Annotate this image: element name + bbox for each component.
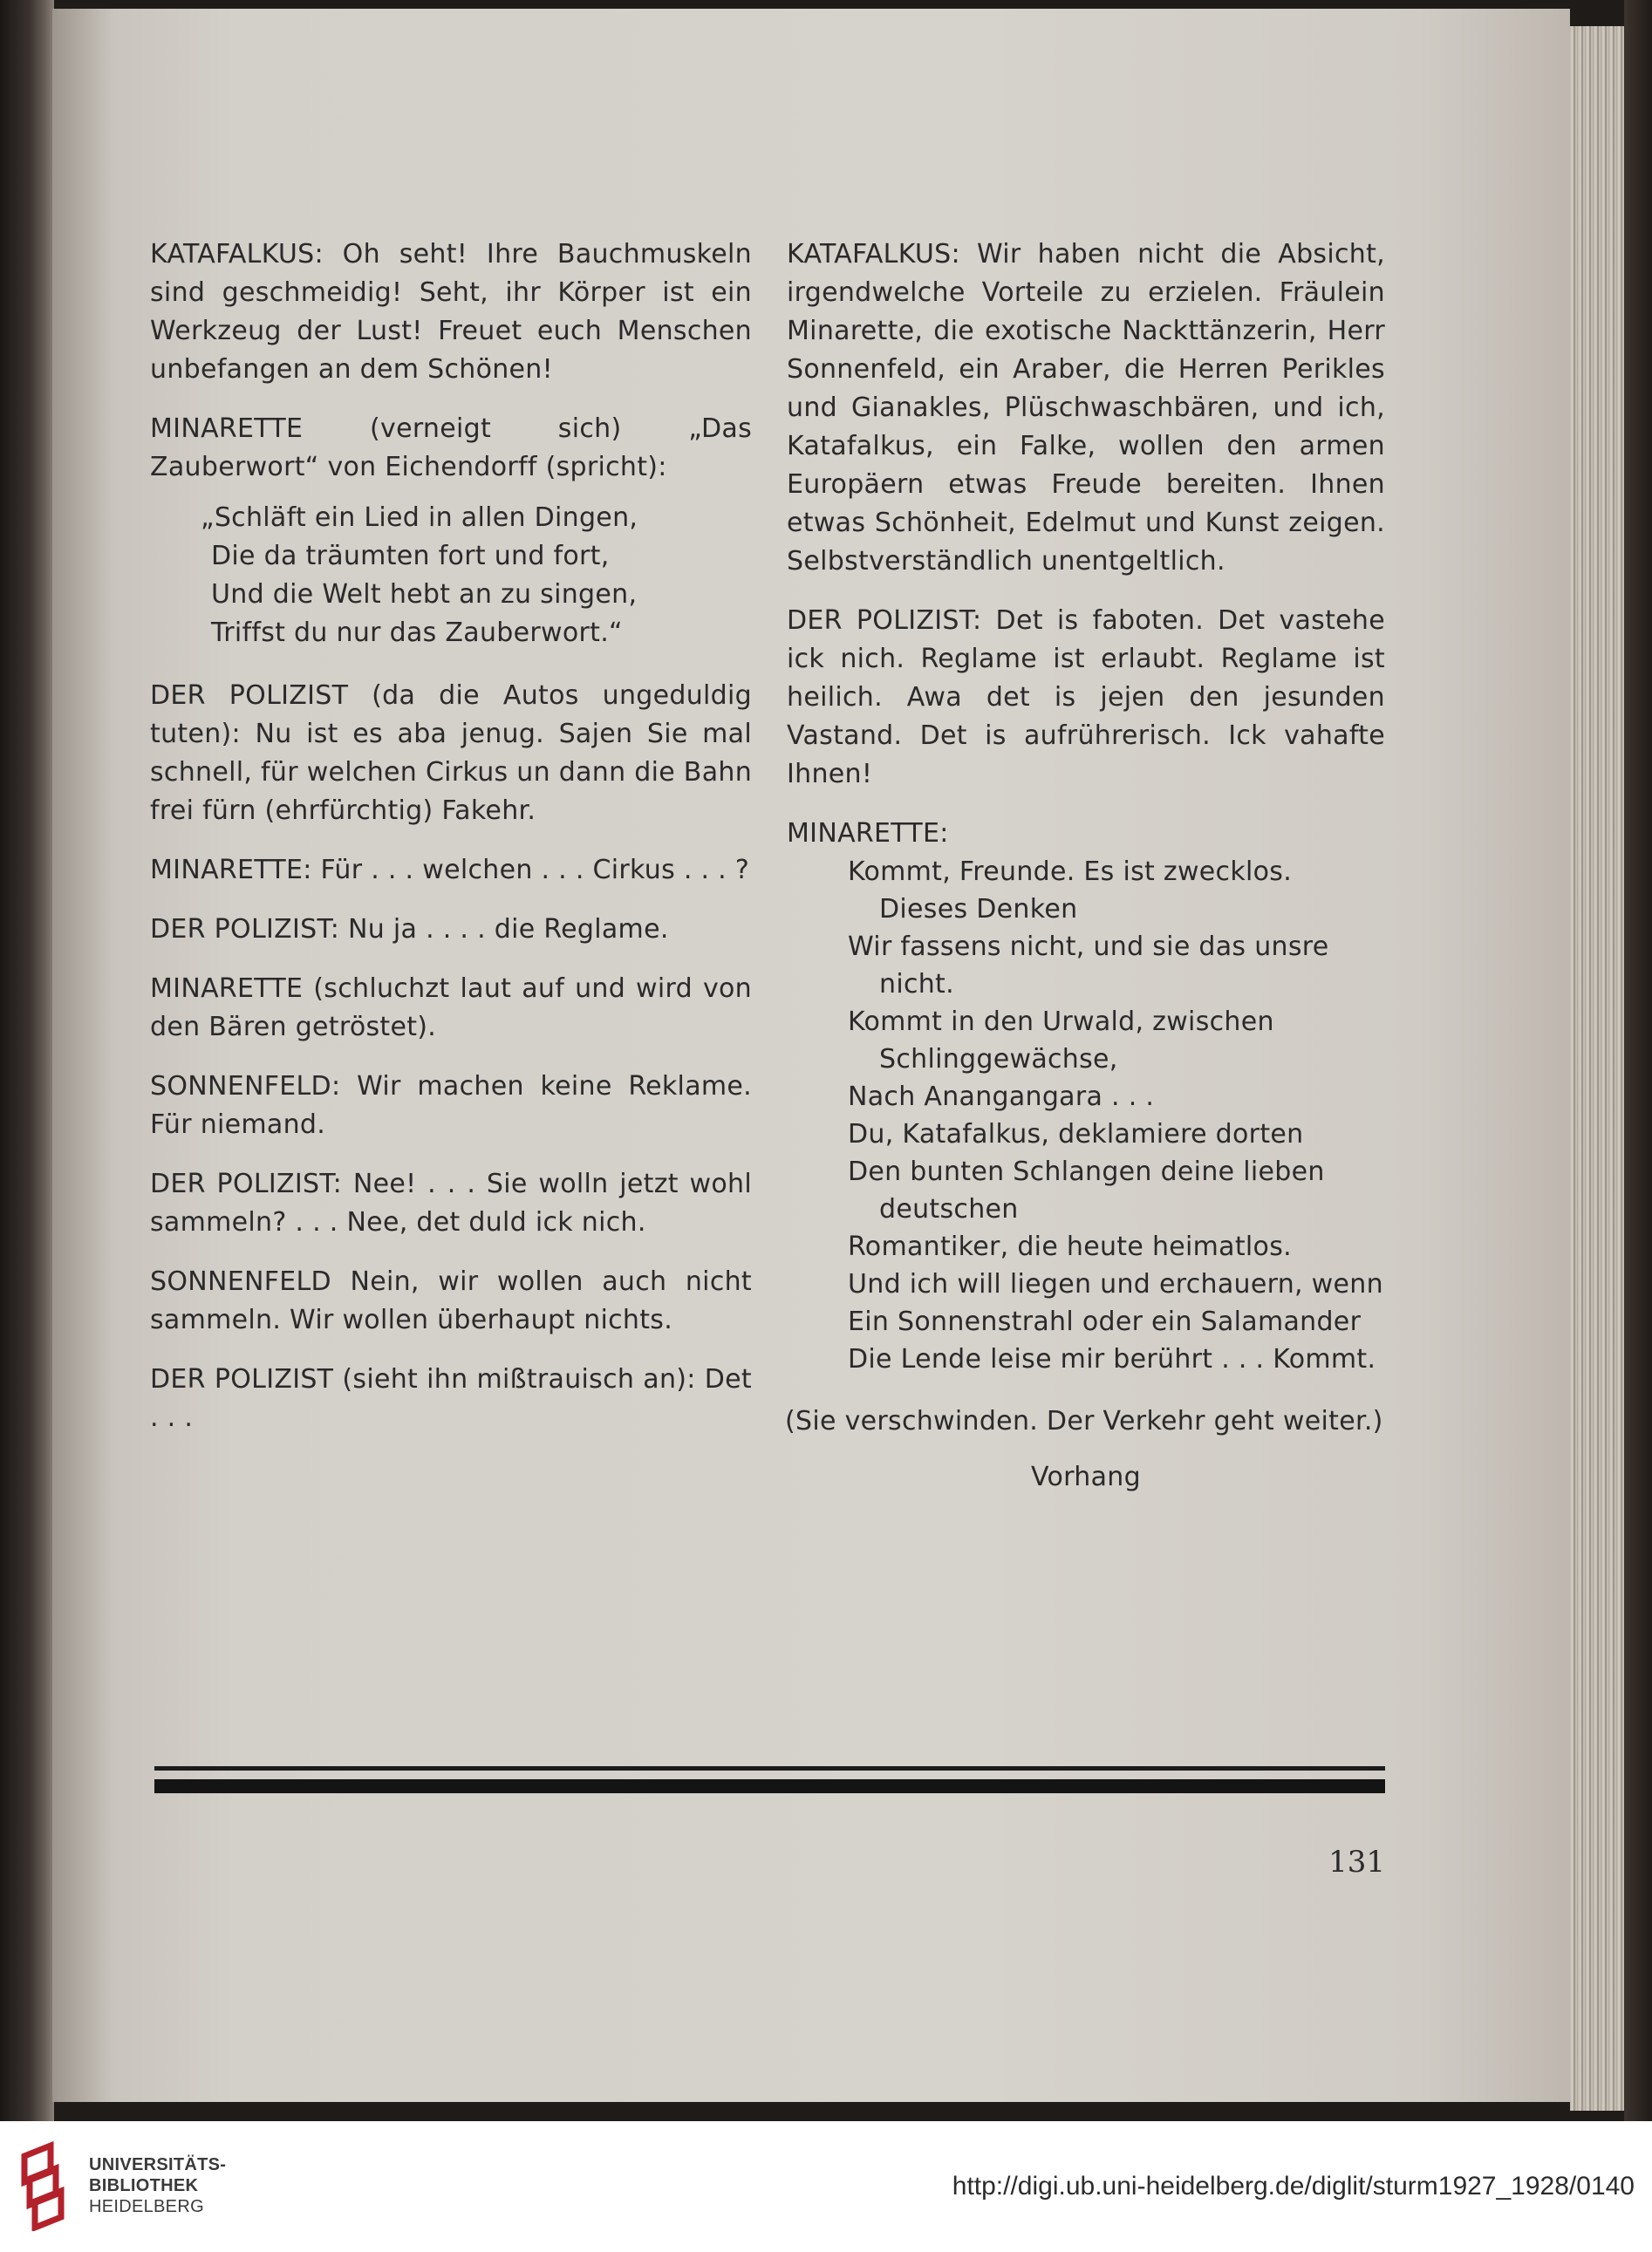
right-text-column [787,235,1385,1497]
poem-line: Wir fassens nicht, und sie das unsre nicht. [848,932,1329,1000]
paragraph: MINARETTE (schluchzt laut auf und wird von den Bären getröstet). [150,973,752,1042]
source-url-link[interactable]: http://digi.ub.uni-heidelberg.de/diglit/sturm1927_1928/0140 [952,2172,1635,2201]
paragraph: MINARETTE (verneigt sich) „Das Zauberwort“ von Eichendorff (spricht): [150,413,752,482]
poem-line: Kommt, Freunde. Es ist zwecklos. Dieses Denken [848,856,1293,925]
poem-line: Ein Sonnenstrahl oder ein Salamander [848,1307,1362,1337]
poem-line: Den bunten Schlangen deine lieben deutschen [848,1157,1325,1225]
speaker-label: MINARETTE: [787,818,949,849]
poem-line: Und ich will liegen und erchauern, wenn [848,1269,1383,1300]
poem-block [150,499,752,652]
paragraph: DER POLIZIST: Nu ja . . . . die Reglame. [150,914,669,945]
poem-line: Du, Katafalkus, deklamiere dorten [848,1119,1304,1150]
poem-line: Triffst du nur das Zauberwort.“ [211,618,623,648]
curtain-label: Vorhang [1031,1462,1141,1492]
book-spine-edge [0,0,54,2121]
poem-line: „Schläft ein Lied in allen Dingen, [201,502,638,533]
paragraph: MINARETTE: Für . . . welchen . . . Cirkus . . . ? [150,855,750,885]
poem-line: Die da träumten fort und fort, [211,541,610,571]
book-cover-edge [1624,0,1652,2121]
library-name: UNIVERSITÄTS- BIBLIOTHEK HEIDELBERG [89,2155,227,2216]
paragraph: SONNENFELD: Wir machen keine Reklame. Für niemand. [150,1071,752,1140]
poem-line: Romantiker, die heute heimatlos. [848,1232,1292,1262]
library-logo-icon [16,2140,77,2231]
left-text-column [150,235,752,1458]
poem-line: Nach Anangangara . . . [848,1082,1155,1112]
poem-block [787,853,1385,1378]
paragraph: DER POLIZIST (sieht ihn mißtrauisch an): Det . . . [150,1364,752,1433]
paragraph: KATAFALKUS: Oh seht! Ihre Bauchmuskeln sind geschmeidig! Seht, ihr Körper ist ein Werkzeug der Lust! Freuet euch Menschen unbefangen an dem Schönen! [150,239,752,385]
paragraph: KATAFALKUS: Wir haben nicht die Absicht, irgendwelche Vorteile zu erzielen. Fräulein Minarette, die exotische Nackttänzerin, Herr Sonnenfeld, ein Araber, die Herren Perikles und Gianakles, Plüschwaschbären, und ich, Katafalkus, ein Falke, wollen den armen Europäern etwas Freude bereiten. Ihnen etwas Schönheit, Edelmut und Kunst zeigen. Selbstverständlich unentgeltlich. [787,239,1385,577]
divider-rule [154,1766,1385,1771]
paragraph: DER POLIZIST: Nee! . . . Sie wolln jetzt wohl sammeln? . . . Nee, det duld ick nich. [150,1169,752,1238]
divider-rule-thick [154,1779,1385,1793]
page-number: 131 [1328,1845,1385,1880]
stage-direction: (Sie verschwinden. Der Verkehr geht weiter.) [785,1406,1383,1437]
poem-line: Die Lende leise mir berührt . . . Kommt. [848,1344,1376,1375]
paragraph: DER POLIZIST: Det is faboten. Det vastehe ick nich. Reglame ist erlaubt. Reglame ist heilich. Awa det is jejen den jesunden Vastand. Det is aufrührerisch. Ick vahafte Ihnen! [787,605,1385,789]
poem-line: Und die Welt hebt an zu singen, [211,579,638,610]
paragraph: SONNENFELD Nein, wir wollen auch nicht sammeln. Wir wollen überhaupt nichts. [150,1266,752,1335]
poem-line: Kommt in den Urwald, zwischen Schlinggewächse, [848,1007,1274,1075]
paragraph: DER POLIZIST (da die Autos ungeduldig tuten): Nu ist es aba jenug. Sajen Sie mal schnell, für welchen Cirkus un dann die Bahn frei fürn (ehrfürchtig) Fakehr. [150,680,753,826]
footer-bar [0,2121,1652,2252]
